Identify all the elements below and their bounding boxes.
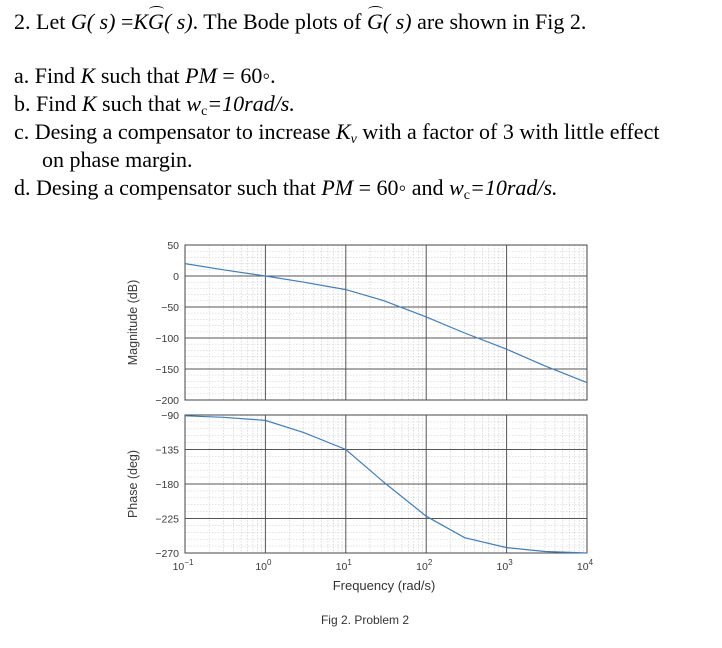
intro-middle: . The Bode plots of [192,9,362,34]
figure-caption: Fig 2. Problem 2 [320,613,410,627]
part-c-kv-sub: v [350,132,357,147]
part-b-sub: c [201,104,208,119]
magnitude-ytick-label: 50 [167,240,179,252]
intro-prefix: Let [36,9,66,34]
x-tick-label: $10^2$ [416,558,433,573]
part-c-line2: on phase margin. [42,147,193,172]
x-tick-label: $10^{-1}$ [172,558,194,573]
x-tick-label: $10^4$ [576,558,594,573]
part-d-after: =10rad/s. [469,175,558,200]
part-b-after: =10rad/s. [207,91,295,116]
part-c-line1: Desing a compensator to increase [34,119,331,144]
intro-arg2: ( s) [382,9,412,34]
part-d-var2: w [449,175,464,200]
part-d-var: PM [321,175,354,200]
magnitude-ytick-label: −150 [155,364,179,376]
phase-ytick-label: −270 [155,548,179,560]
magnitude-plot-frame [185,245,587,400]
part-c-letter: c. [14,119,30,144]
x-tick-label: $10^3$ [496,558,513,573]
phase-ytick-label: −225 [155,513,179,526]
intro-g2-hat: G [367,9,383,34]
part-b-k: K [81,91,97,116]
part-d-sub: c [463,188,470,203]
part-a-after: = 60◦. [216,63,276,88]
intro-suffix: are shown in Fig 2. [417,9,587,34]
x-tick-label: $10^0$ [255,558,272,573]
magnitude-ytick-label: −200 [155,395,179,407]
phase-axis-label: Phase (deg) [126,449,140,519]
x-tick-label: $10^1$ [335,558,352,573]
problem-number: 2. [14,9,31,34]
x-axis-label: Frequency (rad/s) [332,578,436,593]
phase-ytick-label: −180 [155,479,179,491]
magnitude-axis-label: Magnitude (dB) [126,279,140,366]
intro-lhs: G( s) [70,9,116,34]
part-a-var: PM [185,63,217,88]
part-d-text: Desing a compensator such that [36,175,316,200]
part-b-text: Find [36,91,77,116]
part-c-kv: K [335,119,351,144]
part-a-mid: such that [100,63,180,88]
part-b-var: w [186,91,202,116]
part-d-mid: = 60◦ and [353,175,444,200]
intro-arg: ( s) [163,9,193,34]
magnitude-response-line [185,264,587,383]
part-b-mid: such that [102,91,181,116]
magnitude-ytick-label: −100 [155,333,179,345]
intro-g-hat: G [148,9,164,34]
magnitude-ytick-label: −50 [161,302,179,314]
magnitude-ytick-label: 0 [173,271,179,283]
part-a-text: Find [34,63,76,88]
part-a-k: K [80,63,96,88]
part-a-letter: a. [14,63,30,88]
phase-ytick-label: −135 [155,444,179,457]
intro-k: K [133,9,149,34]
intro-eq: = [120,9,134,34]
part-b-letter: b. [14,91,31,116]
part-d-letter: d. [14,175,31,200]
part-c-line1-after: with a factor of 3 with little effect [362,119,660,144]
phase-ytick-label: −90 [161,410,179,422]
